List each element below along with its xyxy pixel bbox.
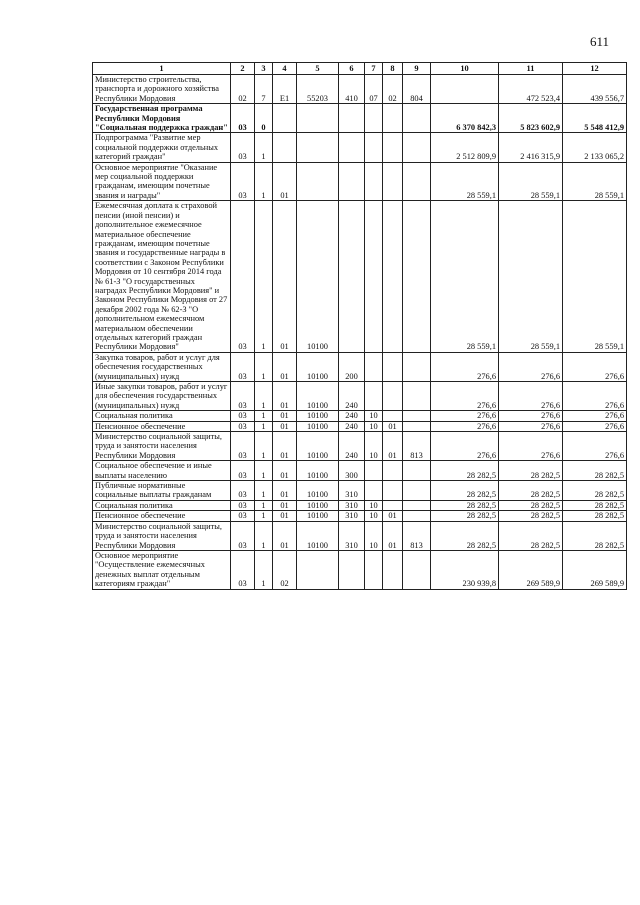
cell-col-11: 276,6 (499, 421, 563, 431)
table-row (93, 481, 627, 501)
row-name-cell: Пенсионное обеспечение (93, 511, 231, 521)
cell-col-9 (403, 352, 431, 381)
cell-col-8 (383, 104, 403, 133)
cell-col-11: 2 416 315,9 (499, 133, 563, 162)
cell-col-6: 240 (339, 411, 365, 421)
cell-col-6: 310 (339, 521, 365, 550)
table-row (93, 500, 627, 510)
cell-col-12: 2 133 065,2 (563, 133, 627, 162)
column-header: 2 (231, 63, 255, 75)
row-name-cell: Министерство социальной защиты, труда и занятости населения Республики Мордовия (93, 432, 231, 461)
cell-col-10: 276,6 (431, 382, 499, 411)
cell-col-9 (403, 133, 431, 162)
cell-col-5: 10100 (297, 382, 339, 411)
table-row (93, 75, 627, 104)
cell-col-3: 1 (255, 521, 273, 550)
cell-col-6: 200 (339, 352, 365, 381)
cell-col-5: 55203 (297, 75, 339, 104)
row-name-cell: Министерство строительства, транспорта и дорожного хозяйства Республики Мордовия (93, 75, 231, 104)
cell-col-7 (365, 481, 383, 501)
cell-col-11: 472 523,4 (499, 75, 563, 104)
cell-col-11: 276,6 (499, 411, 563, 421)
cell-col-7 (365, 461, 383, 481)
cell-col-9 (403, 511, 431, 521)
cell-col-8 (383, 201, 403, 353)
column-header: 11 (499, 63, 563, 75)
cell-col-3: 1 (255, 432, 273, 461)
cell-col-2: 03 (231, 421, 255, 431)
cell-col-6: 310 (339, 481, 365, 501)
cell-col-6 (339, 133, 365, 162)
row-name-cell: Публичные нормативные социальные выплаты гражданам (93, 481, 231, 501)
cell-col-10: 276,6 (431, 352, 499, 381)
table-row (93, 104, 627, 133)
row-name-cell: Министерство социальной защиты, труда и занятости населения Республики Мордовия (93, 521, 231, 550)
cell-col-6: 240 (339, 382, 365, 411)
column-header: 8 (383, 63, 403, 75)
cell-col-12: 28 559,1 (563, 162, 627, 201)
cell-col-2: 03 (231, 511, 255, 521)
cell-col-3: 1 (255, 481, 273, 501)
cell-col-11: 28 282,5 (499, 461, 563, 481)
cell-col-11: 28 282,5 (499, 521, 563, 550)
row-name-cell: Государственная программа Республики Мордовия "Социальная поддержка граждан" (93, 104, 231, 133)
cell-col-5: 10100 (297, 352, 339, 381)
table-row (93, 550, 627, 589)
cell-col-4: 01 (273, 481, 297, 501)
cell-col-7 (365, 382, 383, 411)
column-header: 1 (93, 63, 231, 75)
cell-col-6: 310 (339, 511, 365, 521)
cell-col-3: 1 (255, 511, 273, 521)
cell-col-9 (403, 382, 431, 411)
cell-col-2: 03 (231, 432, 255, 461)
cell-col-8: 01 (383, 421, 403, 431)
cell-col-7: 10 (365, 411, 383, 421)
cell-col-10: 276,6 (431, 432, 499, 461)
cell-col-9 (403, 550, 431, 589)
cell-col-6: 300 (339, 461, 365, 481)
cell-col-2: 03 (231, 162, 255, 201)
cell-col-6 (339, 201, 365, 353)
cell-col-5 (297, 133, 339, 162)
cell-col-11: 28 282,5 (499, 481, 563, 501)
cell-col-6: 240 (339, 421, 365, 431)
cell-col-10: 28 282,5 (431, 500, 499, 510)
cell-col-2: 03 (231, 481, 255, 501)
cell-col-10: 28 282,5 (431, 511, 499, 521)
cell-col-8 (383, 382, 403, 411)
cell-col-4: 01 (273, 201, 297, 353)
cell-col-8 (383, 500, 403, 510)
cell-col-2: 03 (231, 411, 255, 421)
cell-col-4: 01 (273, 500, 297, 510)
cell-col-7: 10 (365, 421, 383, 431)
cell-col-12: 276,6 (563, 411, 627, 421)
cell-col-10: 28 282,5 (431, 521, 499, 550)
cell-col-9 (403, 421, 431, 431)
cell-col-4: 01 (273, 382, 297, 411)
cell-col-11: 276,6 (499, 432, 563, 461)
table-row (93, 432, 627, 461)
column-header: 6 (339, 63, 365, 75)
cell-col-8: 01 (383, 521, 403, 550)
cell-col-9: 804 (403, 75, 431, 104)
cell-col-11: 28 282,5 (499, 511, 563, 521)
cell-col-11: 276,6 (499, 352, 563, 381)
cell-col-4: 01 (273, 511, 297, 521)
cell-col-6: 410 (339, 75, 365, 104)
page-number: 611 (590, 34, 610, 49)
table-row (93, 521, 627, 550)
cell-col-5: 10100 (297, 511, 339, 521)
cell-col-5 (297, 162, 339, 201)
cell-col-8 (383, 352, 403, 381)
cell-col-4 (273, 133, 297, 162)
table-row (93, 411, 627, 421)
cell-col-10: 28 282,5 (431, 461, 499, 481)
cell-col-8 (383, 550, 403, 589)
column-header: 4 (273, 63, 297, 75)
cell-col-5 (297, 550, 339, 589)
cell-col-12: 28 282,5 (563, 481, 627, 501)
cell-col-2: 03 (231, 500, 255, 510)
cell-col-8 (383, 133, 403, 162)
cell-col-5: 10100 (297, 500, 339, 510)
cell-col-4: 02 (273, 550, 297, 589)
cell-col-9 (403, 481, 431, 501)
row-name-cell: Пенсионное обеспечение (93, 421, 231, 431)
cell-col-7 (365, 201, 383, 353)
cell-col-6 (339, 550, 365, 589)
cell-col-2: 03 (231, 382, 255, 411)
cell-col-3: 1 (255, 352, 273, 381)
cell-col-7 (365, 550, 383, 589)
cell-col-9: 813 (403, 521, 431, 550)
column-header: 12 (563, 63, 627, 75)
cell-col-3: 1 (255, 382, 273, 411)
column-header: 9 (403, 63, 431, 75)
table-row (93, 162, 627, 201)
header-row (93, 63, 627, 75)
cell-col-12: 439 556,7 (563, 75, 627, 104)
cell-col-10 (431, 75, 499, 104)
cell-col-10: 28 282,5 (431, 481, 499, 501)
cell-col-12: 276,6 (563, 352, 627, 381)
cell-col-2: 03 (231, 521, 255, 550)
cell-col-7 (365, 352, 383, 381)
cell-col-6 (339, 104, 365, 133)
cell-col-5 (297, 104, 339, 133)
cell-col-7: 10 (365, 432, 383, 461)
column-header: 10 (431, 63, 499, 75)
cell-col-3: 1 (255, 162, 273, 201)
cell-col-6: 310 (339, 500, 365, 510)
table-row (93, 133, 627, 162)
cell-col-7: 10 (365, 521, 383, 550)
cell-col-3: 1 (255, 500, 273, 510)
cell-col-11: 276,6 (499, 382, 563, 411)
cell-col-7: 07 (365, 75, 383, 104)
cell-col-11: 28 282,5 (499, 500, 563, 510)
cell-col-4: 01 (273, 521, 297, 550)
cell-col-7: 10 (365, 500, 383, 510)
table-row (93, 461, 627, 481)
cell-col-3: 1 (255, 133, 273, 162)
cell-col-6 (339, 162, 365, 201)
cell-col-10: 28 559,1 (431, 162, 499, 201)
cell-col-9 (403, 461, 431, 481)
column-header: 5 (297, 63, 339, 75)
cell-col-11: 28 559,1 (499, 201, 563, 353)
cell-col-12: 28 282,5 (563, 500, 627, 510)
cell-col-9 (403, 104, 431, 133)
cell-col-9: 813 (403, 432, 431, 461)
cell-col-10: 2 512 809,9 (431, 133, 499, 162)
cell-col-12: 28 282,5 (563, 511, 627, 521)
cell-col-10: 276,6 (431, 411, 499, 421)
cell-col-12: 276,6 (563, 432, 627, 461)
cell-col-11: 5 823 602,9 (499, 104, 563, 133)
cell-col-4: 01 (273, 461, 297, 481)
cell-col-3: 1 (255, 201, 273, 353)
cell-col-2: 03 (231, 461, 255, 481)
table-row (93, 201, 627, 353)
cell-col-8 (383, 411, 403, 421)
table-row (93, 382, 627, 411)
cell-col-8: 01 (383, 511, 403, 521)
column-header: 3 (255, 63, 273, 75)
cell-col-3: 1 (255, 421, 273, 431)
cell-col-5: 10100 (297, 461, 339, 481)
row-name-cell: Социальная политика (93, 500, 231, 510)
cell-col-12: 276,6 (563, 421, 627, 431)
cell-col-4: Е1 (273, 75, 297, 104)
cell-col-12: 28 559,1 (563, 201, 627, 353)
cell-col-12: 5 548 412,9 (563, 104, 627, 133)
cell-col-10: 28 559,1 (431, 201, 499, 353)
cell-col-11: 269 589,9 (499, 550, 563, 589)
row-name-cell: Социальное обеспечение и иные выплаты населению (93, 461, 231, 481)
cell-col-5: 10100 (297, 411, 339, 421)
cell-col-7 (365, 162, 383, 201)
budget-table (92, 62, 627, 590)
cell-col-2: 03 (231, 133, 255, 162)
cell-col-4: 01 (273, 432, 297, 461)
row-name-cell: Ежемесячная доплата к страховой пенсии (иной пенсии) и дополнительное ежемесячное материальное обеспечение гражданам, имеющим почетные звания и государственные награды в соответствии с Законом Республики Мордовия от 10 сентября 2014 года № 61-З "О государственных наградах Республики Мордовия" и Законом Республики Мордовия от 27 декабря 2002 года № 62-З "О дополнительном ежемесячном материальном обеспечении отдельных категорий граждан Республики Мордовия" (93, 201, 231, 353)
cell-col-9 (403, 162, 431, 201)
cell-col-7: 10 (365, 511, 383, 521)
table-row (93, 511, 627, 521)
cell-col-2: 03 (231, 352, 255, 381)
table-row (93, 352, 627, 381)
column-header: 7 (365, 63, 383, 75)
cell-col-8 (383, 461, 403, 481)
cell-col-9 (403, 500, 431, 510)
cell-col-4: 01 (273, 411, 297, 421)
cell-col-3: 7 (255, 75, 273, 104)
cell-col-4: 01 (273, 421, 297, 431)
row-name-cell: Подпрограмма "Развитие мер социальной поддержки отдельных категорий граждан" (93, 133, 231, 162)
cell-col-8 (383, 162, 403, 201)
cell-col-5: 10100 (297, 421, 339, 431)
cell-col-2: 03 (231, 201, 255, 353)
cell-col-4: 01 (273, 162, 297, 201)
cell-col-2: 03 (231, 104, 255, 133)
cell-col-9 (403, 201, 431, 353)
cell-col-11: 28 559,1 (499, 162, 563, 201)
cell-col-5: 10100 (297, 432, 339, 461)
cell-col-12: 269 589,9 (563, 550, 627, 589)
row-name-cell: Закупка товаров, работ и услуг для обеспечения государственных (муниципальных) нужд (93, 352, 231, 381)
row-name-cell: Социальная политика (93, 411, 231, 421)
cell-col-10: 230 939,8 (431, 550, 499, 589)
cell-col-12: 28 282,5 (563, 521, 627, 550)
cell-col-7 (365, 104, 383, 133)
cell-col-5: 10100 (297, 201, 339, 353)
cell-col-3: 1 (255, 550, 273, 589)
cell-col-10: 6 370 842,3 (431, 104, 499, 133)
cell-col-4: 01 (273, 352, 297, 381)
cell-col-2: 02 (231, 75, 255, 104)
cell-col-5: 10100 (297, 481, 339, 501)
cell-col-8: 01 (383, 432, 403, 461)
cell-col-8: 02 (383, 75, 403, 104)
row-name-cell: Основное мероприятие "Оказание мер социальной поддержки гражданам, имеющим почетные звания и награды" (93, 162, 231, 201)
cell-col-4 (273, 104, 297, 133)
row-name-cell: Иные закупки товаров, работ и услуг для обеспечения государственных (муниципальных) нужд (93, 382, 231, 411)
cell-col-5: 10100 (297, 521, 339, 550)
cell-col-10: 276,6 (431, 421, 499, 431)
cell-col-9 (403, 411, 431, 421)
cell-col-3: 1 (255, 411, 273, 421)
cell-col-3: 1 (255, 461, 273, 481)
cell-col-12: 276,6 (563, 382, 627, 411)
row-name-cell: Основное мероприятие "Осуществление ежемесячных денежных выплат отдельным категориям граждан" (93, 550, 231, 589)
cell-col-12: 28 282,5 (563, 461, 627, 481)
cell-col-8 (383, 481, 403, 501)
cell-col-6: 240 (339, 432, 365, 461)
cell-col-2: 03 (231, 550, 255, 589)
table-row (93, 421, 627, 431)
cell-col-7 (365, 133, 383, 162)
cell-col-3: 0 (255, 104, 273, 133)
